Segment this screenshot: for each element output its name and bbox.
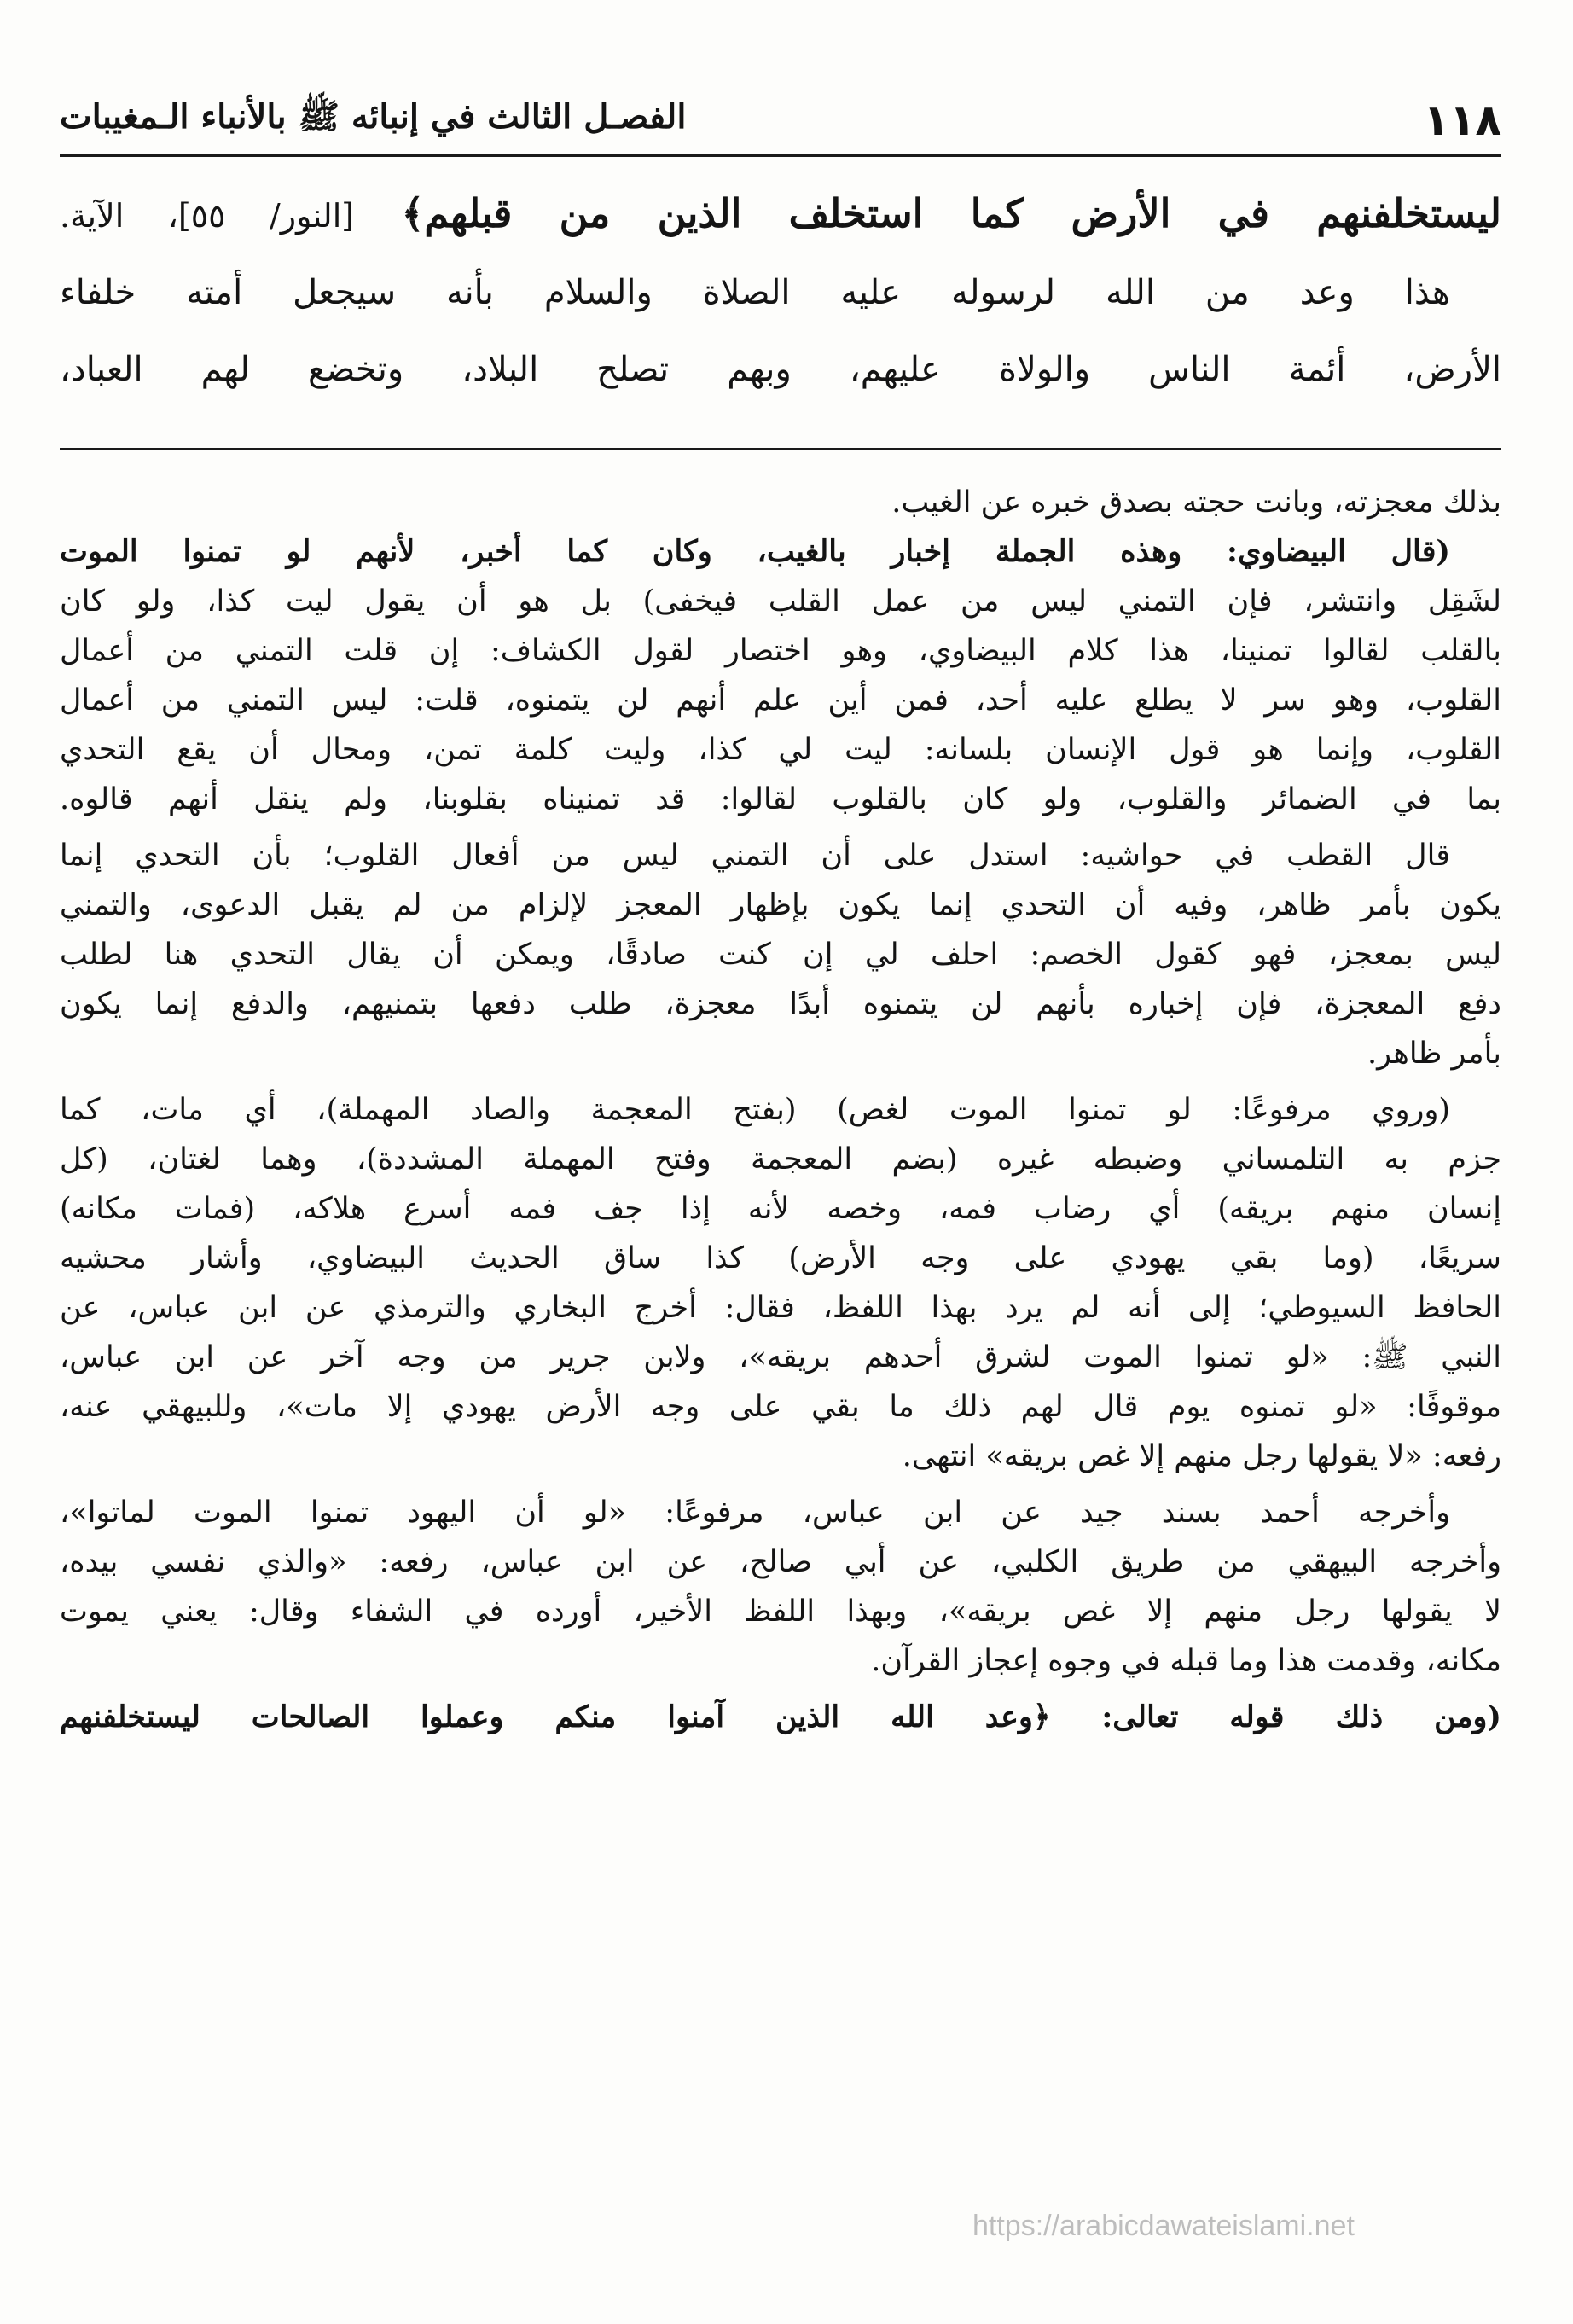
commentary-line: مكانه، وقدمت هذا وما قبله في وجوه إعجاز القرآن. — [871, 1644, 1501, 1678]
commentary-line: النبي ﷺ: «لو تمنوا الموت لشرق أحدهم بريقه»، ولابن جرير من وجه آخر عن ابن عباس، — [60, 1340, 1501, 1374]
page-number: ١١٨ — [1423, 96, 1501, 145]
commentary-line: (ومن ذلك قوله تعالى: ﴿وعد الله الذين آمنوا منكم وعملوا الصالحات ليستخلفنهم — [60, 1699, 1501, 1734]
commentary-line: رفعه: «لا يقولها رجل منهم إلا غص بريقه» انتهى. — [902, 1439, 1501, 1473]
commentary-line: لشَقِل وانتشر، فإن التمني ليس من عمل القلب فيخفى) بل هو أن يقول ليت كذا، ولو كان — [60, 584, 1501, 619]
running-title: الفصـل الثالث في إنبائه ﷺ بالأنباء الـمغيبات — [60, 96, 687, 137]
commentary-line: يكون بأمر ظاهر، وفيه أن التحدي إنما يكون بإظهار المعجز لإلزام من لم يقبل الدعوى، والتمني — [60, 888, 1501, 922]
commentary-line: القلوب، وهو سر لا يطلع عليه أحد، فمن أين علم أنهم لن يتمنوه، قلت: ليس التمني من أعمال — [60, 683, 1501, 718]
verse-line — [60, 175, 1501, 254]
main-text — [60, 175, 1501, 408]
watermark: https://arabicdawateislami.net — [972, 2210, 1355, 2242]
verse-reference: [النور/ ٥٥]، الآية. — [60, 197, 355, 235]
commentary-line: بذلك معجزته، وبانت حجته بصدق خبره عن الغيب. — [891, 485, 1501, 520]
verse-text: ليستخلفنهم في الأرض كما استخلف الذين من قبلهم﴾ — [401, 190, 1502, 236]
commentary-line: (وروي مرفوعًا: لو تمنوا الموت لغص) (بفتح المعجمة والصاد المهملة)، أي مات، كما — [60, 1093, 1450, 1127]
commentary-line: قال القطب في حواشيه: استدل على أن التمني ليس من أفعال القلوب؛ بأن التحدي إنما — [60, 839, 1450, 873]
commentary-line: إنسان منهم بريقه) أي رضاب فمه، وخصه لأنه إذا جف فمه أسرع هلاكه، (فمات مكانه) — [60, 1192, 1501, 1226]
commentary-line: (قال البيضاوي: وهذه الجملة إخبار بالغيب، وكان كما أخبر، لأنهم لو تمنوا الموت — [60, 534, 1450, 569]
commentary-line: موقوفًا: «لو تمنوه يوم قال لهم ذلك ما بقي على وجه الأرض يهودي إلا مات»، وللبيهقي عنه، — [60, 1390, 1501, 1424]
commentary-line: لا يقولها رجل منهم إلا غص بريقه»، وبهذا اللفظ الأخير، أورده في الشفاء وقال: يعني يموت — [60, 1595, 1501, 1629]
commentary-line: الحافظ السيوطي؛ إلى أنه لم يرد بهذا اللفظ، فقال: أخرج البخاري والترمذي عن ابن عباس، عن — [60, 1291, 1501, 1325]
main-text-line: هذا وعد من الله لرسوله عليه الصلاة والسلام بأنه سيجعل أمته خلفاء — [60, 273, 1450, 312]
main-text-line: الأرض، أئمة الناس والولاة عليهم، وبهم تصلح البلاد، وتخضع لهم العباد، — [60, 350, 1501, 389]
commentary-line: بالقلب لقالوا تمنينا، هذا كلام البيضاوي، وهو اختصار لقول الكشاف: إن قلت التمني من أعمال — [60, 634, 1501, 668]
commentary-block — [60, 478, 1501, 1742]
commentary-line: سريعًا، (وما بقي يهودي على وجه الأرض) كذا ساق الحديث البيضاوي، وأشار محشيه — [60, 1241, 1501, 1275]
commentary-line: وأخرجه البيهقي من طريق الكلبي، عن أبي صالح، عن ابن عباس، رفعه: «والذي نفسي بيده، — [60, 1545, 1501, 1579]
commentary-line: وأخرجه أحمد بسند جيد عن ابن عباس، مرفوعًا: «لو أن اليهود تمنوا الموت لماتوا»، — [60, 1496, 1450, 1530]
footnote-divider — [60, 448, 1501, 450]
commentary-line: القلوب، وإنما هو قول الإنسان بلسانه: ليت لي كذا، وليت كلمة تمن، ومحال أن يقع التحدي — [60, 733, 1501, 767]
commentary-line: بما في الضمائر والقلوب، ولو كان بالقلوب لقالوا: قد تمنيناه بقلوبنا، ولم ينقل أنهم قالوه. — [60, 782, 1501, 816]
commentary-line: دفع المعجزة، فإن إخباره بأنهم لن يتمنوه أبدًا معجزة، طلب دفعها بتمنيهم، والدفع إنما يكون — [60, 987, 1501, 1021]
commentary-line: بأمر ظاهر. — [1367, 1037, 1501, 1071]
page-header — [60, 81, 1501, 157]
commentary-line: جزم به التلمساني وضبطه غيره (بضم المعجمة وفتح المهملة المشددة)، وهما لغتان، (كل — [60, 1142, 1501, 1177]
page — [60, 0, 1501, 2324]
commentary-line: ليس بمعجز، فهو كقول الخصم: احلف لي إن كنت صادقًا، ويمكن أن يقال التحدي هنا لطلب — [60, 938, 1501, 972]
